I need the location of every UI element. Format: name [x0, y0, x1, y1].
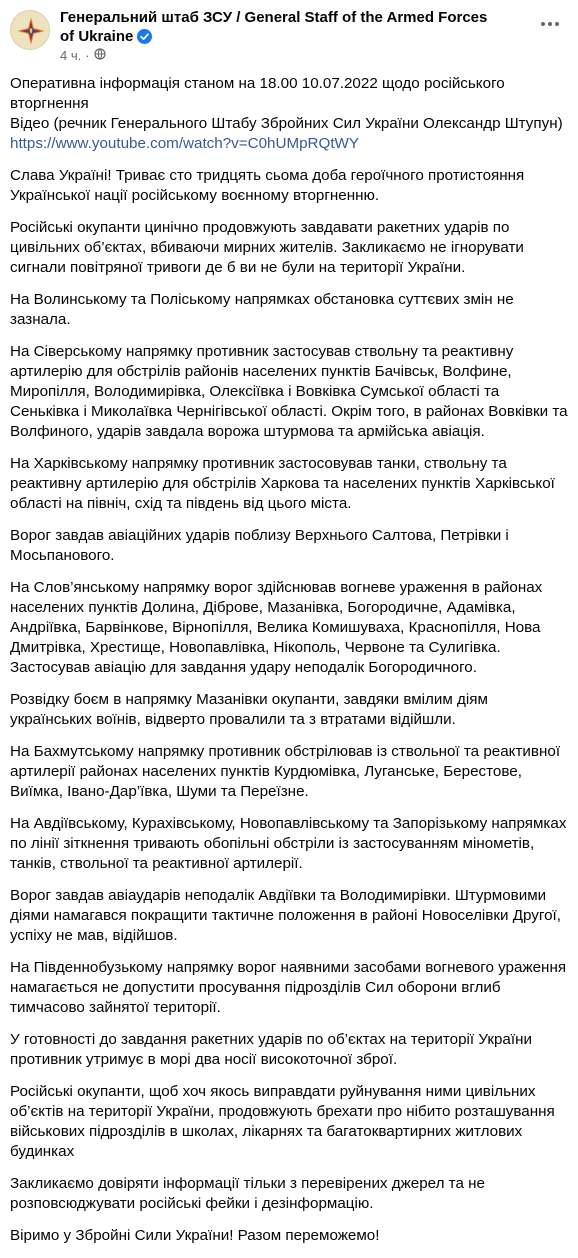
post-paragraph: На Слов’янському напрямку ворог здійснював вогневе ураження в районах населених пунктів Долина, Діброве, Мазанівка, Богородичне, Адамівка, Андріївка, Барвінкове, Вірнопілля, Велика Комишуваха, Краснопілля, Нова Дмитрівка, Хрестище, Новопавлівка, Нікополь, Червоне та Сулигівка. Застосував авіацію для завдання удару неподалік Богородичного. — [10, 579, 543, 676]
more-dot — [555, 22, 559, 26]
post-paragraph: Ворог завдав авіаударів неподалік Авдіївки та Володимирівки. Штурмовими діями намагався покращити тактичне положення в районі Новоселівки Другої, успіху не мав, відійшов. — [10, 887, 561, 944]
post-body — [10, 74, 572, 1258]
more-options-button[interactable] — [534, 10, 566, 38]
post-paragraph: Ворог завдав авіаційних ударів поблизу Верхнього Салтова, Петрівки і Мосьпанового. — [10, 527, 509, 564]
post-paragraph: Віримо у Збройні Сили України! Разом переможемо! — [10, 1227, 380, 1244]
post-header — [10, 6, 570, 62]
intro-line: Оперативна інформація станом на 18.00 10.07.2022 щодо російського вторгнення — [10, 75, 505, 112]
post-meta — [60, 48, 106, 64]
post-timestamp[interactable]: 4 ч. — [60, 48, 82, 63]
post-paragraph: Розвідку боєм в напрямку Мазанівки окупанти, завдяки вмілим діям українських воїнів, відверто провалили та з втратами відійшли. — [10, 691, 488, 728]
page-avatar[interactable] — [10, 10, 50, 50]
intro-line: Відео (речник Генерального Штабу Збройних Сил України Олександр Штупун) — [10, 115, 563, 132]
post-paragraph: На Харківському напрямку противник застосовував танки, ствольну та реактивну артилерію для обстрілів Харкова та населених пунктів Харківської області на північ, схід та південь від цього міста. — [10, 455, 555, 512]
verified-badge-icon — [137, 29, 152, 49]
post-paragraph: На Авдіївському, Курахівському, Новопавлівському та Запорізькому напрямках по лінії зіткнення тривають обопільні обстріли із застосуванням мінометів, танків, ствольної та реактивної артилерії. — [10, 815, 567, 872]
page-name-text[interactable]: Генеральний штаб ЗСУ / General Staff of the Armed Forces of Ukraine — [60, 9, 488, 45]
post-paragraph: Російські окупанти, щоб хоч якось виправдати руйнування ними цивільних об’єктів на території України, продовжують брехати про нібито розташування військових підрозділів в школах, лікарнях та багатоквартирних житлових будинках — [10, 1083, 555, 1160]
globe-icon[interactable] — [94, 48, 106, 64]
post-paragraph: Російські окупанти цинічно продовжують завдавати ракетних ударів по цивільних об’єктах, вбиваючи мирних жителів. Закликаємо не ігнорувати сигнали повітряної тривоги де б ви не були на території України. — [10, 219, 524, 276]
post-paragraph: На Південнобузькому напрямку ворог наявними засобами вогневого ураження намагається не допустити просування підрозділів Сил оборони вглиб тимчасово зайнятої території. — [10, 959, 567, 1016]
general-staff-emblem-icon — [11, 11, 50, 50]
post-paragraph: Закликаємо довіряти інформації тільки з перевірених джерел та не розповсюджувати російські фейки і дезінформацію. — [10, 1175, 485, 1212]
post-paragraph: На Сіверському напрямку противник застосував ствольну та реактивну артилерію для обстрілів районів населених пунктів Бачівськ, Волфине, Миропілля, Володимирівка, Олексіївка і Вовківка Сумської області та Сеньківка і Миколаївка Чернігівської області. Окрім того, в районах Вовківки та Волфиного, ударів завдала ворожа штурмова та армійська авіація. — [10, 343, 568, 440]
post-intro — [10, 74, 572, 154]
more-dot — [548, 22, 552, 26]
meta-separator: · — [85, 48, 90, 63]
more-dot — [541, 22, 545, 26]
page-name[interactable] — [60, 8, 500, 49]
post-paragraph: Слава Україні! Триває сто тридцять сьома доба героїчного протистояння Української нації російському воєнному вторгненню. — [10, 167, 525, 204]
post-paragraph: На Бахмутському напрямку противник обстрілював із ствольної та реактивної артилерії районах населених пунктів Курдюмівка, Луганське, Берестове, Виїмка, Івано-Дар’ївка, Шуми та Переїзне. — [10, 743, 561, 800]
post-paragraph: У готовності до завдання ракетних ударів по об’єктах на території України противник утримує в морі два носії високоточної зброї. — [10, 1031, 532, 1068]
youtube-link[interactable]: https://www.youtube.com/watch?v=C0hUMpRQtWY — [10, 135, 360, 152]
post-paragraph: На Волинському та Поліському напрямках обстановка суттєвих змін не зазнала. — [10, 291, 514, 328]
